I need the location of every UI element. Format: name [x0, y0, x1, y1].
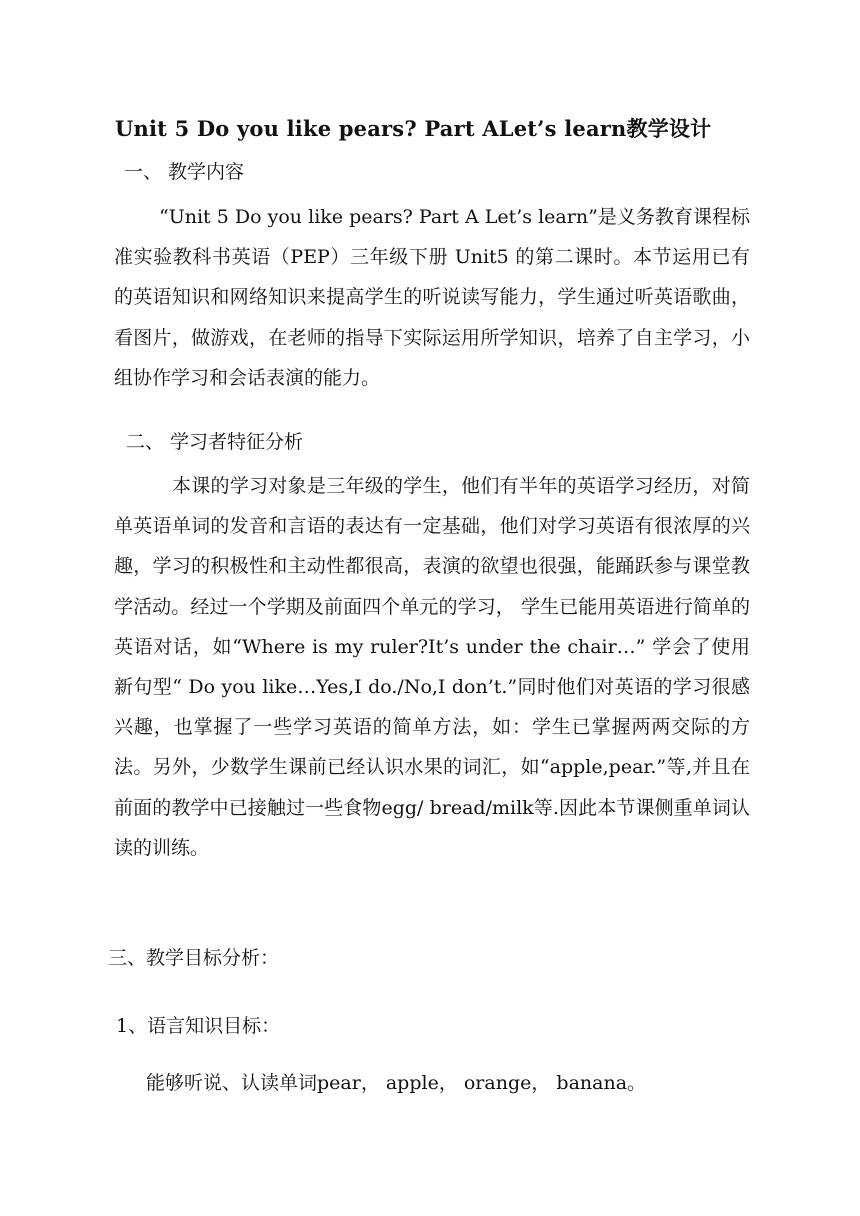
- section-body-learner-analysis: 本课的学习对象是三年级的学生，他们有半年的英语学习经历，对简单英语单词的发音和言语的表达有一定基础，他们对学习英语有很浓厚的兴趣，学习的积极性和主动性都很高，表演的欲望也很强，能踊跃参与课堂教学活动。经过一个学期及前面四个单元的学习， 学生已能用英语进行简单的英语对话，如“Where is my ruler?It’s under the chair…” 学会了使用新句型“ Do you like…Yes,I do./No,I don’t.”同时他们对英语的学习很感兴趣，也掌握了一些学习英语的简单方法，如：学生已掌握两两交际的方法。另外，少数学生课前已经认识水果的词汇，如“apple,pear.”等,并且在前面的教学中已接触过一些食物egg/ bread/milk等.因此本节课侧重单词认读的训练。: [114, 475, 750, 859]
- subsection-body-language-knowledge: 能够听说、认读单词pear， apple， orange， banana。: [146, 1072, 647, 1094]
- document-title: Unit 5 Do you like pears? Part ALet’s learn教学设计: [115, 116, 712, 141]
- section-body-teaching-content: “Unit 5 Do you like pears? Part A Let’s learn”是义务教育课程标准实验教科书英语（PEP）三年级下册 Unit5 的第二课时。本节运用已有的英语知识和网络知识来提高学生的听说读写能力，学生通过听英语歌曲，看图片，做游戏，在老师的指导下实际运用所学知识，培养了自主学习，小组协作学习和会话表演的能力。: [114, 206, 750, 389]
- subsection-heading-language-knowledge: 1、语言知识目标：: [116, 1015, 281, 1037]
- section-heading-learner-analysis: 二、 学习者特征分析: [126, 431, 304, 453]
- section-heading-teaching-content: 一、 教学内容: [124, 161, 245, 183]
- section-heading-objectives: 三、教学目标分析：: [108, 947, 280, 969]
